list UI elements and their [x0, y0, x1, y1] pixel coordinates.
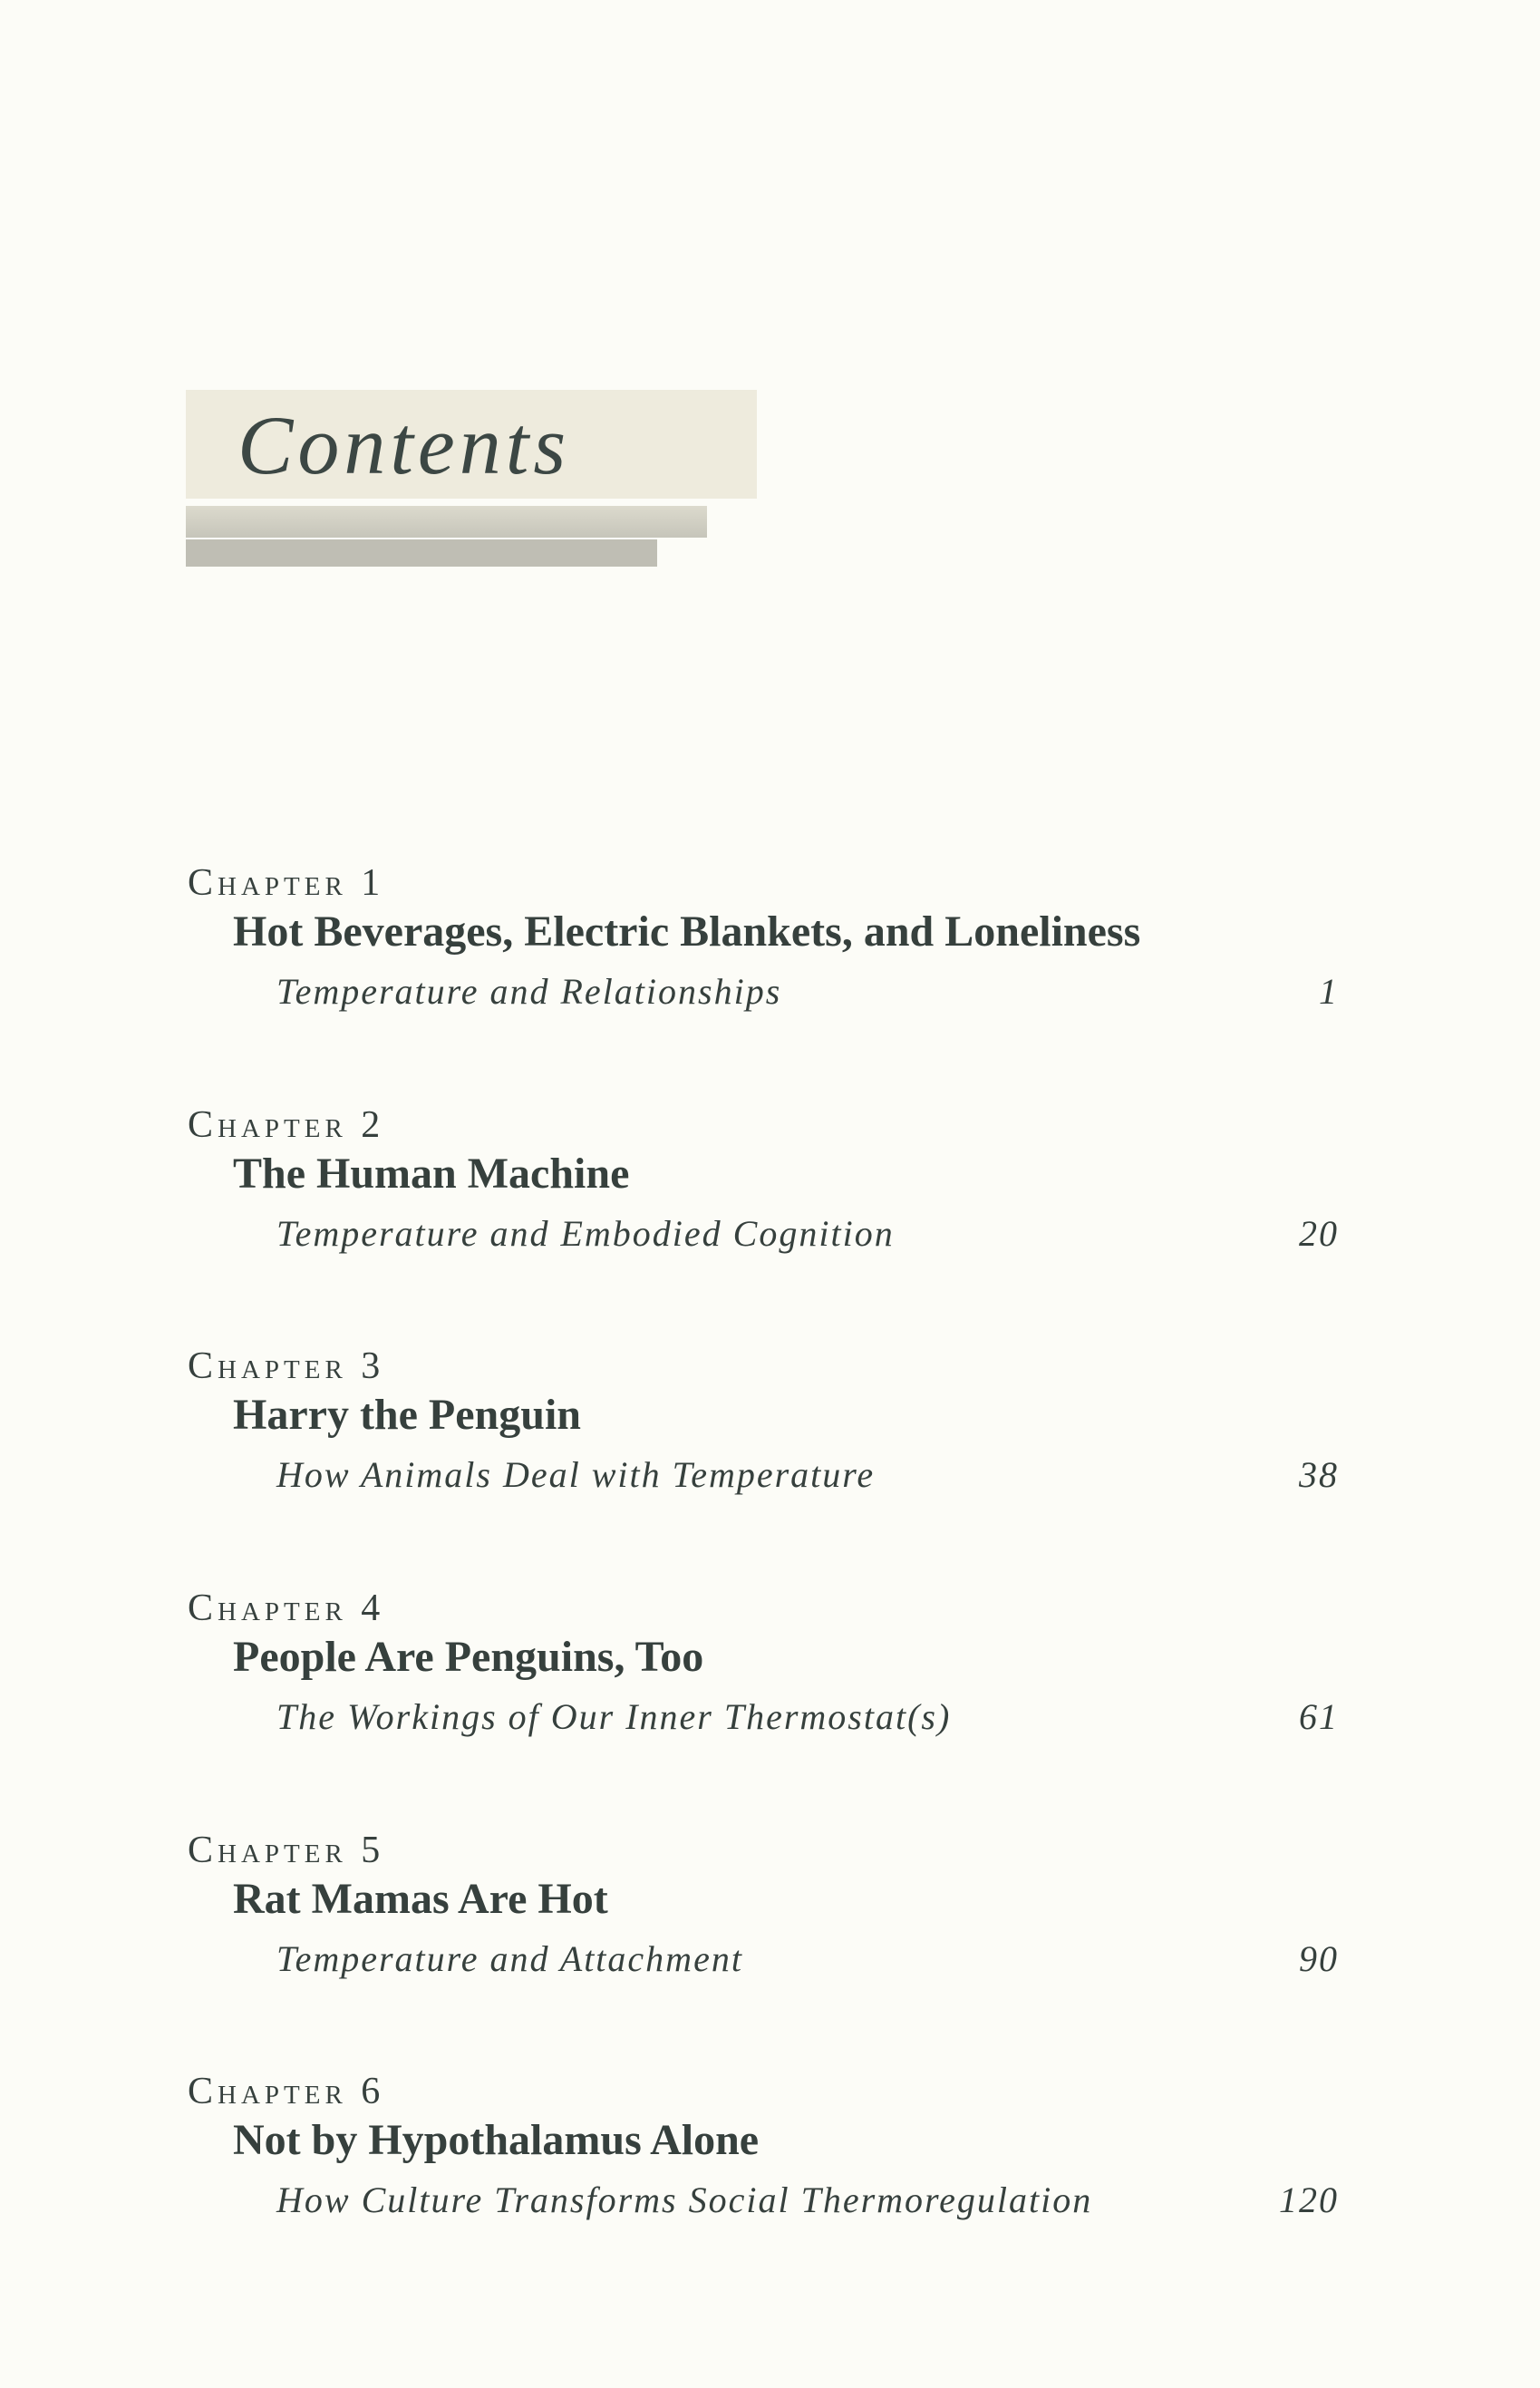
page-number: 120: [1279, 2179, 1339, 2220]
page-number: 1: [1319, 971, 1339, 1012]
chapter-title: Rat Mamas Are Hot: [233, 1875, 608, 1923]
page-number: 20: [1299, 1213, 1339, 1254]
chapter-label: Chapter 3: [188, 1345, 385, 1387]
toc-entry[interactable]: [188, 861, 1348, 1043]
chapter-subtitle: How Culture Transforms Social Thermoregulation: [276, 2179, 1093, 2220]
chapter-subtitle: Temperature and Embodied Cognition: [276, 1213, 895, 1254]
toc-entry[interactable]: [188, 1587, 1348, 1768]
chapter-title: Not by Hypothalamus Alone: [233, 2116, 760, 2164]
chapter-title: Harry the Penguin: [233, 1391, 581, 1439]
toc-entry[interactable]: [188, 1344, 1348, 1526]
chapter-label: Chapter 5: [188, 1830, 385, 1871]
chapter-subtitle: Temperature and Relationships: [276, 971, 782, 1012]
chapter-label: Chapter 4: [188, 1587, 385, 1629]
chapter-label: Chapter 1: [188, 862, 385, 904]
chapter-subtitle: The Workings of Our Inner Thermostat(s): [276, 1696, 952, 1737]
chapter-subtitle: How Animals Deal with Temperature: [276, 1454, 876, 1495]
toc-entry[interactable]: [188, 1829, 1348, 2010]
page-title: Contents: [237, 399, 571, 491]
chapter-subtitle: Temperature and Attachment: [276, 1938, 743, 1979]
page-number: 61: [1299, 1696, 1339, 1737]
chapter-title: The Human Machine: [233, 1150, 630, 1198]
heading-band: [186, 506, 707, 538]
chapter-title: Hot Beverages, Electric Blankets, and Loneliness: [233, 908, 1141, 956]
page-number: 90: [1299, 1938, 1339, 1979]
toc-entry[interactable]: [188, 2070, 1348, 2251]
toc-entry[interactable]: [188, 1103, 1348, 1285]
chapter-label: Chapter 2: [188, 1104, 385, 1146]
page-number: 38: [1299, 1454, 1339, 1495]
chapter-label: Chapter 6: [188, 2071, 385, 2112]
heading-band-shadow: [186, 539, 657, 567]
chapter-title: People Are Penguins, Too: [233, 1633, 704, 1681]
